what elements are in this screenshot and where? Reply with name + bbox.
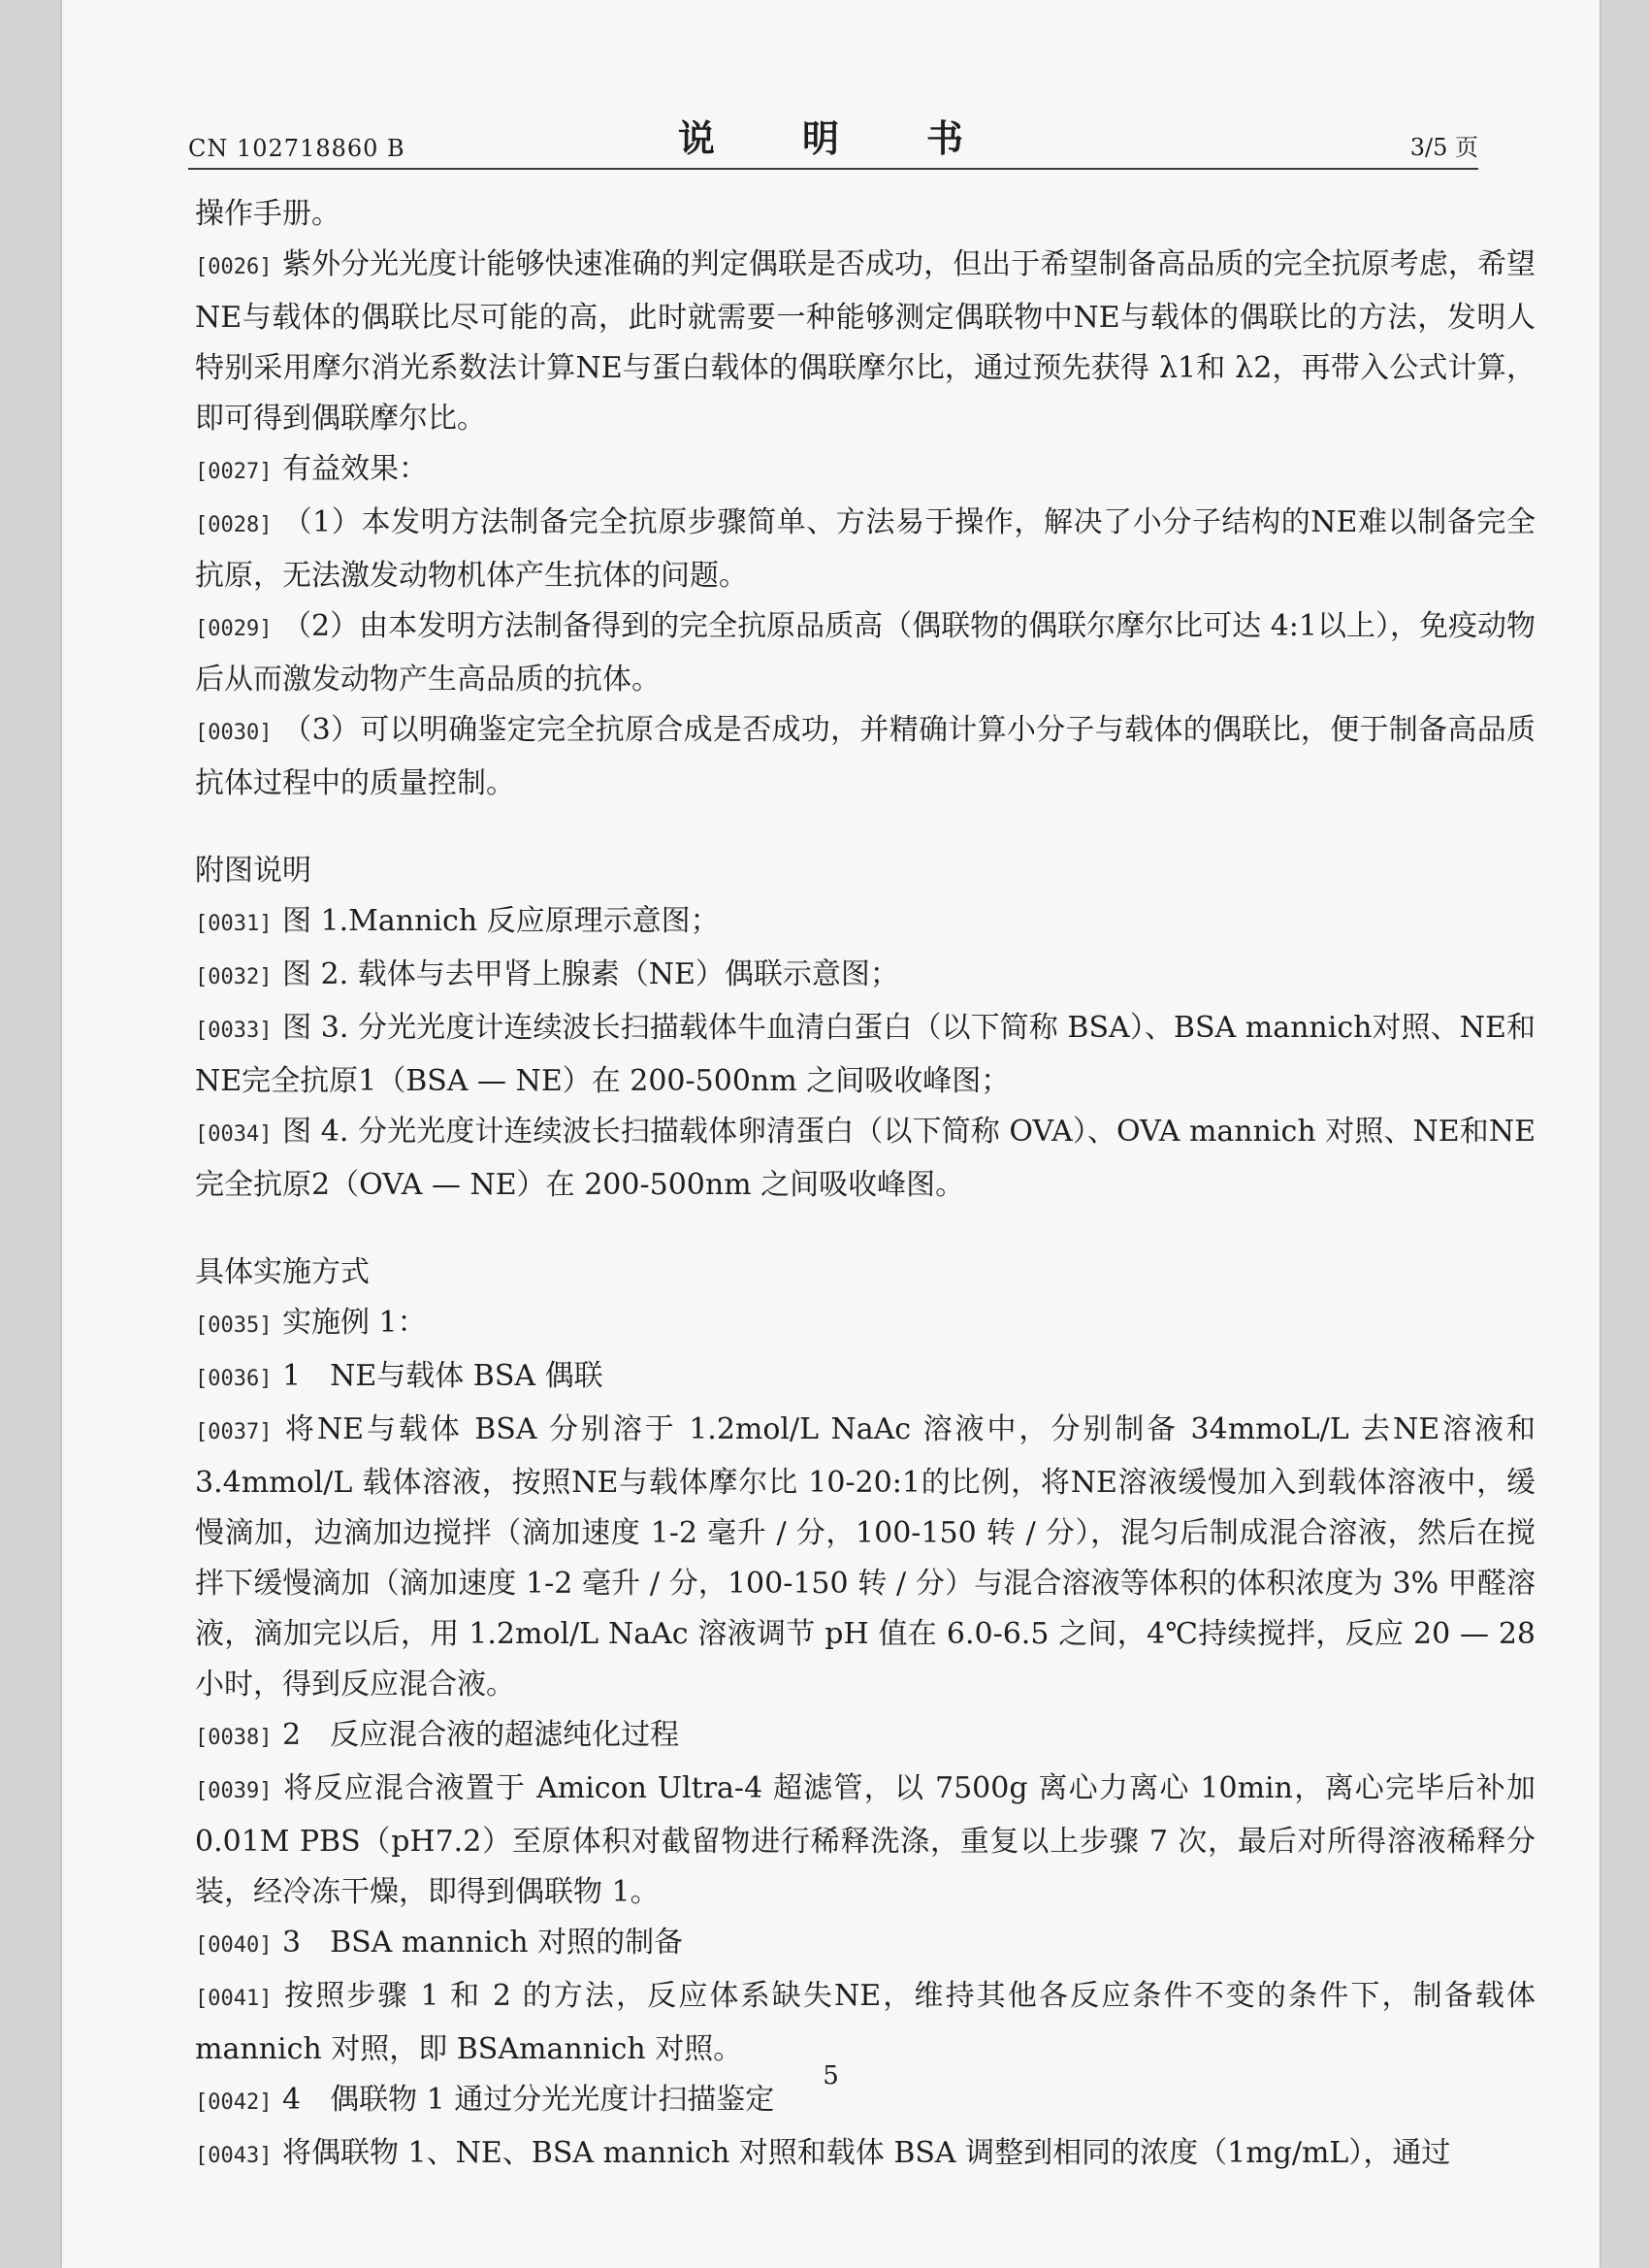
page-header [188,112,1478,170]
paragraph-text: 1 NE与载体 BSA 偶联 [282,1359,603,1393]
paragraph-number: [0041] [195,1987,273,2011]
document-title: 说 明 书 [677,116,988,160]
paragraph-text: 图 4. 分光光度计连续波长扫描载体卵清蛋白（以下简称 OVA）、OVA mannich 对照、NE和NE完全抗原2（OVA — NE）在 200-500nm 之间吸收峰图。 [195,1115,1536,1202]
document-body [195,189,1536,2182]
paragraph [195,1710,1536,1764]
paragraph [195,1003,1536,1107]
paragraph-group-figures [195,896,1536,1211]
page-indicator: 3/5 页 [1409,134,1478,161]
paragraph-number: [0035] [195,1313,273,1338]
paragraph-number: [0026] [195,255,273,279]
intro-line: 操作手册。 [195,197,340,231]
paragraph-text: 图 2. 载体与去甲肾上腺素（NE）偶联示意图； [282,957,899,991]
paragraph-text: 有益效果： [282,452,428,486]
paragraph-number: [0043] [195,2144,273,2168]
paragraph [195,1764,1536,1918]
paragraph-number: [0027] [195,460,273,484]
paragraph-number: [0037] [195,1420,273,1444]
paragraph-text: 图 3. 分光光度计连续波长扫描载体牛血清白蛋白（以下简称 BSA）、BSA mannich对照、NE和NE完全抗原1（BSA — NE）在 200-500nm 之间吸收峰图； [195,1011,1536,1098]
paragraph-number: [0029] [195,617,273,641]
paragraph-text: 2 反应混合液的超滤纯化过程 [282,1718,680,1752]
paragraph-number: [0040] [195,1933,273,1958]
paragraph-text: 按照步骤 1 和 2 的方法，反应体系缺失NE，维持其他各反应条件不变的条件下，制备载体 mannich 对照，即 BSAmannich 对照。 [195,1979,1536,2066]
paragraph [195,950,1536,1003]
paragraph-number: [0038] [195,1726,273,1750]
paragraph [195,498,1536,601]
paragraph [195,1298,1536,1351]
paragraph-text: （2）由本发明方法制备得到的完全抗原品质高（偶联物的偶联尔摩尔比可达 4:1以上），免疫动物后从而激发动物产生高品质的抗体。 [195,609,1536,697]
paragraph-number: [0034] [195,1122,273,1147]
paragraph-text: （3）可以明确鉴定完全抗原合成是否成功，并精确计算小分子与载体的偶联比，便于制备高品质抗体过程中的质量控制。 [195,713,1536,800]
page-number: 5 [823,2061,839,2090]
patent-number: CN 102718860 B [188,135,405,162]
paragraph [195,1918,1536,1971]
paragraph [195,444,1536,498]
paragraph-text: 将NE与载体 BSA 分别溶于 1.2mol/L NaAc 溶液中，分别制备 34mmoL/L 去NE溶液和 3.4mmol/L 载体溶液，按照NE与载体摩尔比 10-20:1的比例，将NE溶液缓慢加入到载体溶液中，缓慢滴加，边滴加边搅拌（滴加速度 1-2 毫升 / 分，100-150 转 / 分），混匀后制成混合溶液，然后在搅拌下缓慢滴加（滴加速度 1-2 毫升 / 分，100-150 转 / 分）与混合溶液等体积的体积浓度为 3% 甲醛溶液，滴加完以后，用 1.2mol/L NaAc 溶液调节 pH 值在 6.0-6.5 之间，4℃持续搅拌，反应 20 — 28 小时，得到反应混合液。 [195,1412,1536,1701]
paragraph-text: 4 偶联物 1 通过分光光度计扫描鉴定 [282,2083,775,2117]
paragraph [195,896,1536,950]
paragraph-text: 实施例 1： [282,1306,427,1340]
paragraph [195,2128,1536,2182]
paragraph [195,1107,1536,1211]
paragraph [195,240,1536,444]
paragraph-text: 紫外分光光度计能够快速准确的判定偶联是否成功，但出于希望制备高品质的完全抗原考虑，希望NE与载体的偶联比尽可能的高，此时就需要一种能够测定偶联物中NE与载体的偶联比的方法，发明人特别采用摩尔消光系数法计算NE与蛋白载体的偶联摩尔比，通过预先获得 λ1和 λ2，再带入公式计算，即可得到偶联摩尔比。 [195,247,1536,436]
paragraph-number: [0033] [195,1019,273,1043]
paragraph-group-benefits [195,240,1536,809]
paragraph-group-embodiments [195,1298,1536,2182]
paragraph-text: 3 BSA mannich 对照的制备 [282,1926,684,1960]
paragraph-number: [0031] [195,912,273,936]
paragraph [195,1971,1536,2075]
paragraph-number: [0039] [195,1779,273,1803]
paragraph-number: [0042] [195,2090,273,2115]
paragraph [195,1351,1536,1405]
paragraph-number: [0032] [195,965,273,989]
paragraph [195,1405,1536,1710]
paragraph-text: 将反应混合液置于 Amicon Ultra-4 超滤管，以 7500g 离心力离心 10min，离心完毕后补加 0.01M PBS（pH7.2）至原体积对截留物进行稀释洗涤，重复以上步骤 7 次，最后对所得溶液稀释分装，经冷冻干燥，即得到偶联物 1。 [195,1771,1536,1909]
document-page [62,0,1600,2268]
section-heading-embodiments: 具体实施方式 [195,1255,370,1289]
paragraph [195,601,1536,705]
section-heading-figures: 附图说明 [195,854,311,888]
paragraph-text: （1）本发明方法制备完全抗原步骤简单、方法易于操作，解决了小分子结构的NE难以制备完全抗原，无法激发动物机体产生抗体的问题。 [195,505,1536,593]
paragraph-number: [0036] [195,1367,273,1391]
paragraph-number: [0030] [195,721,273,745]
paragraph-text: 将偶联物 1、NE、BSA mannich 对照和载体 BSA 调整到相同的浓度（1mg/mL），通过 [282,2136,1451,2170]
paragraph-number: [0028] [195,513,273,537]
paragraph-text: 图 1.Mannich 反应原理示意图； [282,904,720,938]
paragraph [195,705,1536,809]
